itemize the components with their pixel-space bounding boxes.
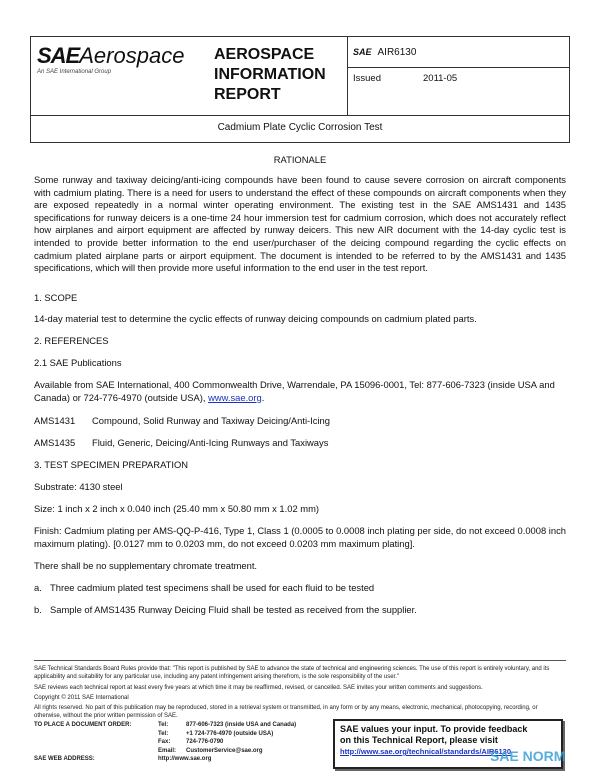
chromate-text: There shall be no supplementary chromate treatment. xyxy=(34,560,258,571)
document-title: Cadmium Plate Cyclic Corrosion Test xyxy=(217,122,383,133)
footer-copyright: Copyright © 2011 SAE International xyxy=(34,695,129,701)
footer-rights: All rights reserved. No part of this publication may be reproduced, stored in a retrieval system or transmitted, in any form or by any means, electronic, mechanical, photocopying, recording, or otherwise, without the prior written permission of SAE. xyxy=(34,705,538,719)
specimen-heading: 3. TEST SPECIMEN PREPARATION xyxy=(34,459,189,470)
issued-date: Issued 2011-05 xyxy=(353,73,458,84)
list-item: a. Three cadmium plated test specimens shall be used for each fluid to be tested xyxy=(34,582,375,593)
list-item: b. Sample of AMS1435 Runway Deicing Fluid shall be tested as received from the supplier. xyxy=(34,604,417,615)
footer-review: SAE reviews each technical report at least every five years at which time it may be reaffirmed, revised, or cancelled. SAE invites your written comments and suggestions. xyxy=(34,685,483,691)
sae-aerospace-logo: SAEAerospace xyxy=(37,43,185,68)
rationale-heading: RATIONALE xyxy=(273,154,327,165)
substrate-text: Substrate: 4130 steel xyxy=(34,481,123,492)
scope-heading: 1. SCOPE xyxy=(34,292,78,303)
web-label: SAE WEB ADDRESS: xyxy=(34,756,95,762)
sae-norm-watermark: SAE NORM xyxy=(490,748,566,764)
web-address: http://www.sae.org xyxy=(158,756,212,762)
sae-website-link[interactable]: www.sae.org xyxy=(208,391,262,403)
document-type: AEROSPACE INFORMATION REPORT xyxy=(214,46,326,103)
order-label: TO PLACE A DOCUMENT ORDER: xyxy=(34,722,132,728)
reference-ams1431: AMS1431 Compound, Solid Runway and Taxiway Deicing/Anti-Icing xyxy=(34,415,330,426)
feedback-link[interactable]: http://www.sae.org/technical/standards/AIR6130 xyxy=(340,747,512,756)
size-text: Size: 1 inch x 2 inch x 0.040 inch (25.40 mm x 50.80 mm x 1.02 mm) xyxy=(34,503,320,514)
rationale-paragraph: Some runway and taxiway deicing/anti-icing compounds have been found to cause severe corrosion on aircraft components with cadmium plating. There is a need for users to understand the effect of these compounds on aircraft components when they are exposed repeatedly in a normal winter operating environment. The existing test in the SAE AMS1431 and 1435 specifications for runway deicers is a one-time 24 hour immersion test for cadmium corrosion, which does not accurately reflect how airplanes and airport equipment are affected by runway deicers. This new AIR document with the 14-day cyclic test is intended to provide better information to the end user/purchaser of the deicing compound regarding the cyclic effects on cadmium plated airplane parts or airport equipment. The document is intended to be referred to by the AMS1431 and 1435 specifications, which will then provide more useful information to the end user in the test report. xyxy=(34,174,566,274)
references-heading: 2. REFERENCES xyxy=(34,335,109,346)
footer-divider xyxy=(34,660,566,661)
feedback-box: SAE values your input. To provide feedback on this Technical Report, please visit http://www.sae.org/technical/standards/AIR6130 xyxy=(333,719,563,769)
finish-text: Finish: Cadmium plating per AMS-QQ-P-416, Type 1, Class 1 (0.0005 to 0.0008 inch plating per side, do not exceed 0.0008 inch maximum plating). [0.0127 mm to 0.0203 mm, do not exceed 0.0203 mm maximum plating]. xyxy=(34,525,566,549)
header-box xyxy=(30,36,570,143)
document-number: SAE AIR6130 xyxy=(353,47,417,58)
footer-rules: SAE Technical Standards Board Rules provide that: "This report is published by SAE to advance the state of technical and engineering sciences. The use of this report is entirely voluntary, and its applicability and suitability for any particular use, including any patent infringement arising therefrom, is the sole responsibility of the user." xyxy=(34,666,550,680)
sae-publications-heading: 2.1 SAE Publications xyxy=(34,357,122,368)
logo-tagline: An SAE International Group xyxy=(37,69,112,75)
order-contacts: Tel: 877-606-7323 (inside USA and Canada) Tel: +1 724-776-4970 (outside USA) Fax: 724-776-0790 Email: CustomerService@sae.org http://www.sae.org xyxy=(158,722,297,762)
scope-text: 14-day material test to determine the cyclic effects of runway deicing compounds on cadmium plated parts. xyxy=(34,313,477,324)
availability-text: Available from SAE International, 400 Commonwealth Drive, Warrendale, PA 15096-0001, Tel: 877-606-7323 (inside USA and Canada) or 724-776-4970 (outside USA), www.sae.org. xyxy=(34,379,555,403)
reference-ams1435: AMS1435 Fluid, Generic, Deicing/Anti-Icing Runways and Taxiways xyxy=(34,437,329,448)
